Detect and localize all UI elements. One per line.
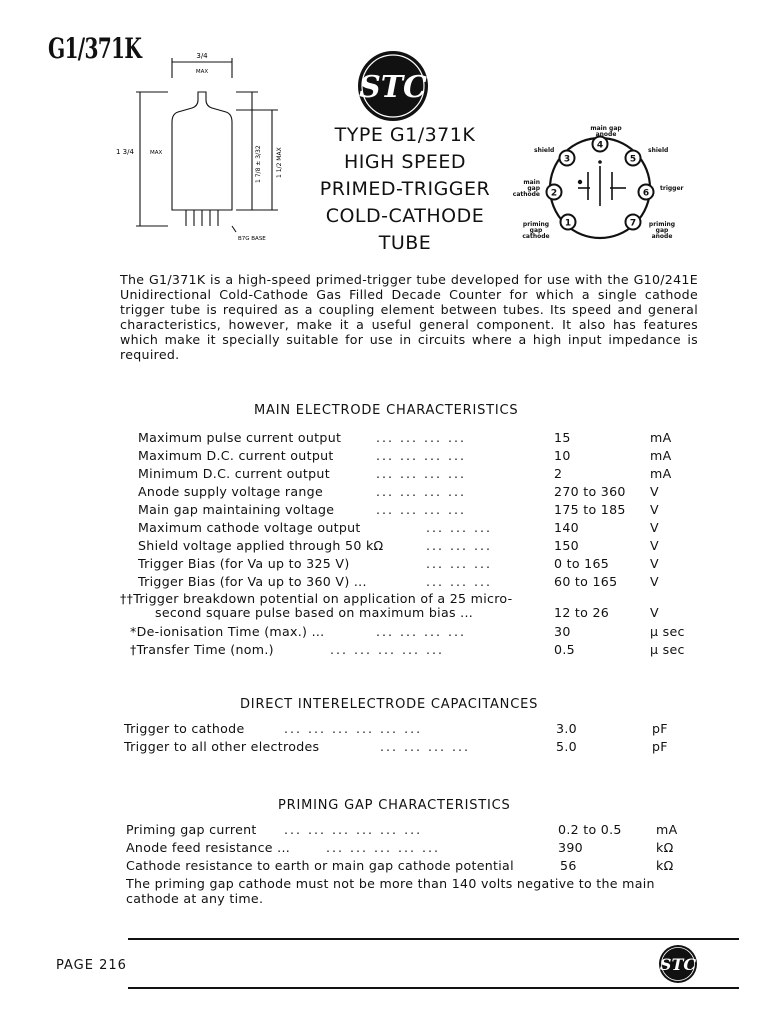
row-leader: ... ... ... ... ... ... xyxy=(284,822,423,837)
label-priming-gap-anode: priming gap anode xyxy=(648,221,676,240)
dim-seated-label: 1 7/8 ± 3/32 xyxy=(255,145,262,183)
row-leader: ... ... ... ... xyxy=(376,430,467,445)
row-unit: V xyxy=(650,484,659,499)
stc-logo xyxy=(357,50,429,122)
row-unit: kΩ xyxy=(656,840,674,855)
title-line-tube: TUBE xyxy=(378,232,432,254)
page-number: PAGE 216 xyxy=(56,958,127,973)
footer-logo-text: STC xyxy=(659,955,697,974)
pin-1: 1 xyxy=(564,218,572,229)
row-leader: ... ... ... ... ... ... xyxy=(284,721,423,736)
label-trigger: trigger xyxy=(660,185,684,192)
row-leader: ... ... ... ... xyxy=(376,448,467,463)
row-unit: mA xyxy=(650,466,672,481)
title-line-speed: HIGH SPEED xyxy=(343,151,467,173)
row-leader: ... ... ... xyxy=(426,574,493,589)
tube-outline-drawing xyxy=(112,48,302,248)
row-leader: ... ... ... xyxy=(426,520,493,535)
row-label: Anode supply voltage range xyxy=(138,484,324,499)
row-unit: mA xyxy=(650,448,672,463)
main-electrode-heading: MAIN ELECTRODE CHARACTERISTICS xyxy=(254,403,519,418)
row-unit: V xyxy=(650,556,659,571)
row-unit: mA xyxy=(650,430,672,445)
row-value: 270 to 360 xyxy=(554,484,626,499)
row-label: Trigger to cathode xyxy=(124,721,245,736)
row-label: Trigger to all other electrodes xyxy=(124,739,320,754)
row-label: second square pulse based on maximum bias ... xyxy=(155,605,474,620)
row-value: 390 xyxy=(558,840,583,855)
dim-top-max-label: MAX xyxy=(195,69,209,75)
label-shield-right: shield xyxy=(648,147,669,154)
pin-6: 6 xyxy=(642,188,650,199)
row-leader: ... ... ... ... ... xyxy=(330,642,445,657)
row-unit: kΩ xyxy=(656,858,674,873)
label-main-gap-anode: main gap anode xyxy=(590,125,622,138)
title-line-cathode: COLD-CATHODE xyxy=(325,205,485,227)
row-unit: μ sec xyxy=(650,642,685,657)
dim-left-max-label: MAX xyxy=(150,150,163,156)
row-leader: ... ... ... ... xyxy=(376,502,467,517)
pin-diagram xyxy=(506,124,696,248)
row-unit: mA xyxy=(656,822,678,837)
pin-7: 7 xyxy=(629,218,637,229)
pin-5: 5 xyxy=(629,154,637,165)
label-shield-left: shield xyxy=(534,147,555,154)
intro-paragraph: The G1/371K is a high-speed primed-trigger tube developed for use with the G10/241E Unidirectional Cold-Cathode Gas Filled Decade Counter for which a single cathode trigger tube is required as a coupling element between tubes. Its speed and general characteristics, however, make it a useful general component. It also has features which make it specially suitable for use in circuits where a high input impedance is required. xyxy=(120,272,698,362)
row-unit: V xyxy=(650,605,659,620)
stc-logo-text: STC xyxy=(359,70,427,105)
corner-type-id: G1/371K xyxy=(48,32,142,65)
row-value: 0.2 to 0.5 xyxy=(558,822,622,837)
dim-left-label: 1 3/4 xyxy=(116,148,134,156)
row-unit: V xyxy=(650,502,659,517)
footer-rule-top xyxy=(128,938,739,940)
row-unit: pF xyxy=(652,721,668,736)
row-label: Priming gap current xyxy=(126,822,257,837)
row-label: Trigger Bias (for Va up to 325 V) xyxy=(138,556,350,571)
row-value: 150 xyxy=(554,538,579,553)
row-unit: V xyxy=(650,574,659,589)
row-unit: pF xyxy=(652,739,668,754)
row-label: Maximum cathode voltage output xyxy=(138,520,361,535)
row-leader: ... ... ... xyxy=(426,538,493,553)
row-label: Minimum D.C. current output xyxy=(138,466,330,481)
footer-stc-logo xyxy=(658,944,698,984)
row-value: 3.0 xyxy=(556,721,577,736)
dim-right-label: 1 1/2 MAX xyxy=(276,147,283,178)
pin-2: 2 xyxy=(550,188,558,199)
row-value: 0.5 xyxy=(554,642,575,657)
row-value: 2 xyxy=(554,466,563,481)
label-priming-gap-cathode: priming gap cathode xyxy=(522,221,550,240)
row-leader: ... ... ... ... xyxy=(376,624,467,639)
row-label: Maximum D.C. current output xyxy=(138,448,334,463)
label-main-gap-cathode: main gap cathode xyxy=(512,179,540,198)
priming-heading: PRIMING GAP CHARACTERISTICS xyxy=(278,798,511,813)
footer-rule-bottom xyxy=(128,987,739,989)
row-label: Anode feed resistance ... xyxy=(126,840,291,855)
row-label: ††Trigger breakdown potential on application of a 25 micro- xyxy=(120,591,513,606)
row-value: 10 xyxy=(554,448,571,463)
row-value: 30 xyxy=(554,624,571,639)
tube-title-block xyxy=(300,122,510,257)
row-label: Maximum pulse current output xyxy=(138,430,342,445)
capacitances-heading: DIRECT INTERELECTRODE CAPACITANCES xyxy=(240,697,539,712)
pin-3: 3 xyxy=(563,154,571,165)
row-leader: ... ... ... ... ... xyxy=(326,840,441,855)
pin-4: 4 xyxy=(596,140,604,151)
row-label: Cathode resistance to earth or main gap cathode potential xyxy=(126,858,514,873)
row-value: 5.0 xyxy=(556,739,577,754)
priming-note: The priming gap cathode must not be more than 140 volts negative to the main cathode at any time. xyxy=(126,876,655,906)
title-line-type: TYPE G1/371K xyxy=(334,124,476,146)
row-unit: V xyxy=(650,520,659,535)
row-value: 0 to 165 xyxy=(554,556,610,571)
row-value: 60 to 165 xyxy=(554,574,618,589)
row-value: 15 xyxy=(554,430,571,445)
row-label: Main gap maintaining voltage xyxy=(138,502,335,517)
row-value: 175 to 185 xyxy=(554,502,626,517)
row-label: Shield voltage applied through 50 kΩ xyxy=(138,538,384,553)
row-label: Trigger Bias (for Va up to 360 V) ... xyxy=(138,574,367,589)
row-value: 140 xyxy=(554,520,579,535)
row-leader: ... ... ... ... xyxy=(380,739,471,754)
row-label: †Transfer Time (nom.) xyxy=(130,642,274,657)
row-leader: ... ... ... ... xyxy=(376,466,467,481)
row-value: 56 xyxy=(560,858,577,873)
base-label: B7G BASE xyxy=(238,236,266,242)
row-unit: V xyxy=(650,538,659,553)
title-line-trigger: PRIMED-TRIGGER xyxy=(319,178,491,200)
row-leader: ... ... ... ... xyxy=(376,484,467,499)
row-label: *De-ionisation Time (max.) ... xyxy=(130,624,325,639)
row-value: 12 to 26 xyxy=(554,605,610,620)
row-leader: ... ... ... xyxy=(426,556,493,571)
dim-top-label: 3/4 xyxy=(196,52,208,60)
row-unit: μ sec xyxy=(650,624,685,639)
